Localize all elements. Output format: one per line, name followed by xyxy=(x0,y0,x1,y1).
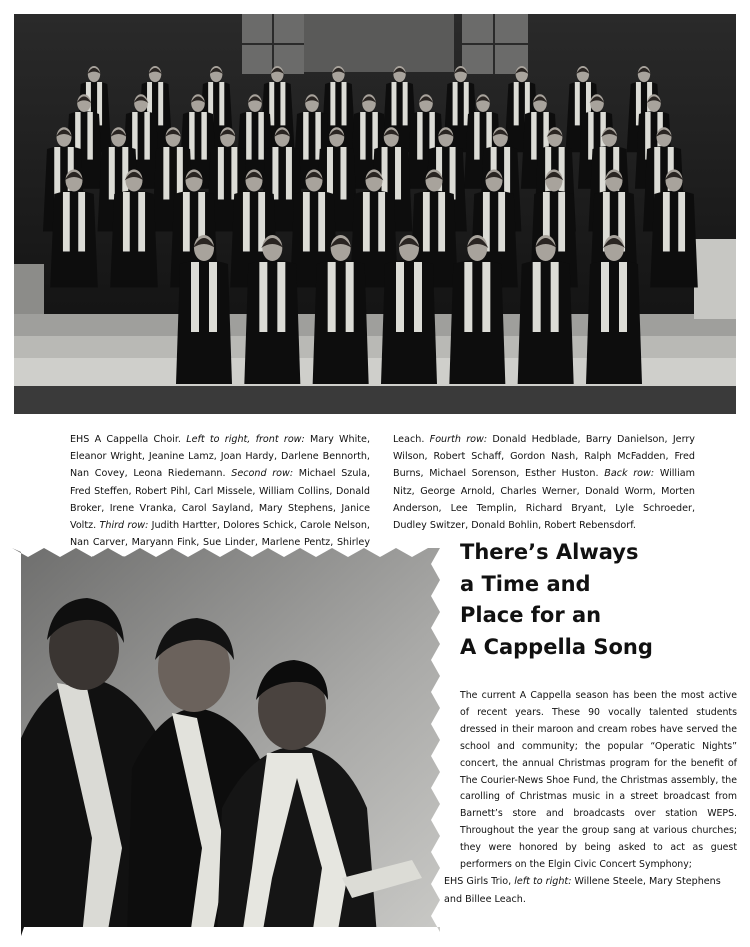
front-row-label: Left to right, front row: xyxy=(186,434,305,445)
fourth-row-label: Fourth row: xyxy=(429,434,488,445)
second-row-names: Michael Szula, Fred Steffen, Robert Pihl, Carl Missele, William Collins, Donald Broker, Irene Vranka, Carol Sayland, Mary Stephens, Janice Voltz. xyxy=(70,468,371,532)
headline-line-2: a Time and xyxy=(460,571,591,596)
choir-photo xyxy=(14,14,736,414)
caption-title: EHS A Cappella Choir. xyxy=(70,434,181,445)
headline-line-3: Place for an xyxy=(460,603,602,627)
back-row-label: Back row: xyxy=(604,468,655,480)
choir-caption-right xyxy=(393,431,695,534)
headline-line-4: A Cappella Song xyxy=(460,634,653,659)
article-headline xyxy=(460,537,730,663)
trio-photo xyxy=(12,548,440,936)
article-body: The current A Cappella season has been the most active of recent years. These 90 vocally talented students dressed in their maroon and cream robes have served the school and community; the popular “Operatic Nights” concert, the annual Christmas program for the benefit of The Courier-News Shoe Fund, the Christmas assembly, the carolling of Christmas music in a street broadcast from Barnett’s store and broadcasts over station WEPS. Throughout the year the group sang at various churches; they were honored by being asked to act as guest performers on the Elgin Civic Concert Symphony; xyxy=(460,690,737,871)
third-row-names-cont: Leach. xyxy=(393,434,425,445)
third-row-names: Judith Hartter, Dolores Schick, Carole Nelson, Nan Carver, Maryann Fink, Sue Linder, Marlene Pentz, Shirley xyxy=(70,520,370,549)
third-row-label: Third row: xyxy=(99,520,149,532)
trio-caption-label: left to right: xyxy=(514,876,572,887)
trio-caption-title: EHS Girls Trio, xyxy=(444,876,512,887)
back-row-names: William Nitz, George Arnold, Charles Werner, Donald Worm, Morten Anderson, Lee Templin, Richard Bryant, Lyle Schroeder, Dudley Switzer, Donald Bohlin, Robert Rebensdorf. xyxy=(393,468,695,532)
fourth-row-names: Donald Hedblade, Barry Danielson, Jerry Wilson, Robert Schaff, Gordon Nash, Ralph McFadden, Fred Burns, Michael Sorenson, Esther Huston. xyxy=(393,434,695,480)
second-row-label: Second row: xyxy=(231,468,294,480)
choir-photo-image xyxy=(14,14,736,414)
trio-caption-names: Willene Steele, Mary Stephens and Billee Leach. xyxy=(444,876,721,905)
trio-caption xyxy=(444,873,724,908)
front-row-names: Mary White, Eleanor Wright, Jeanine Lamz, Joan Hardy, Darlene Bennorth, Nan Covey, Leona Riedemann. xyxy=(70,434,370,480)
trio-photo-image xyxy=(12,548,440,936)
headline-line-1: There’s Always xyxy=(460,540,639,564)
